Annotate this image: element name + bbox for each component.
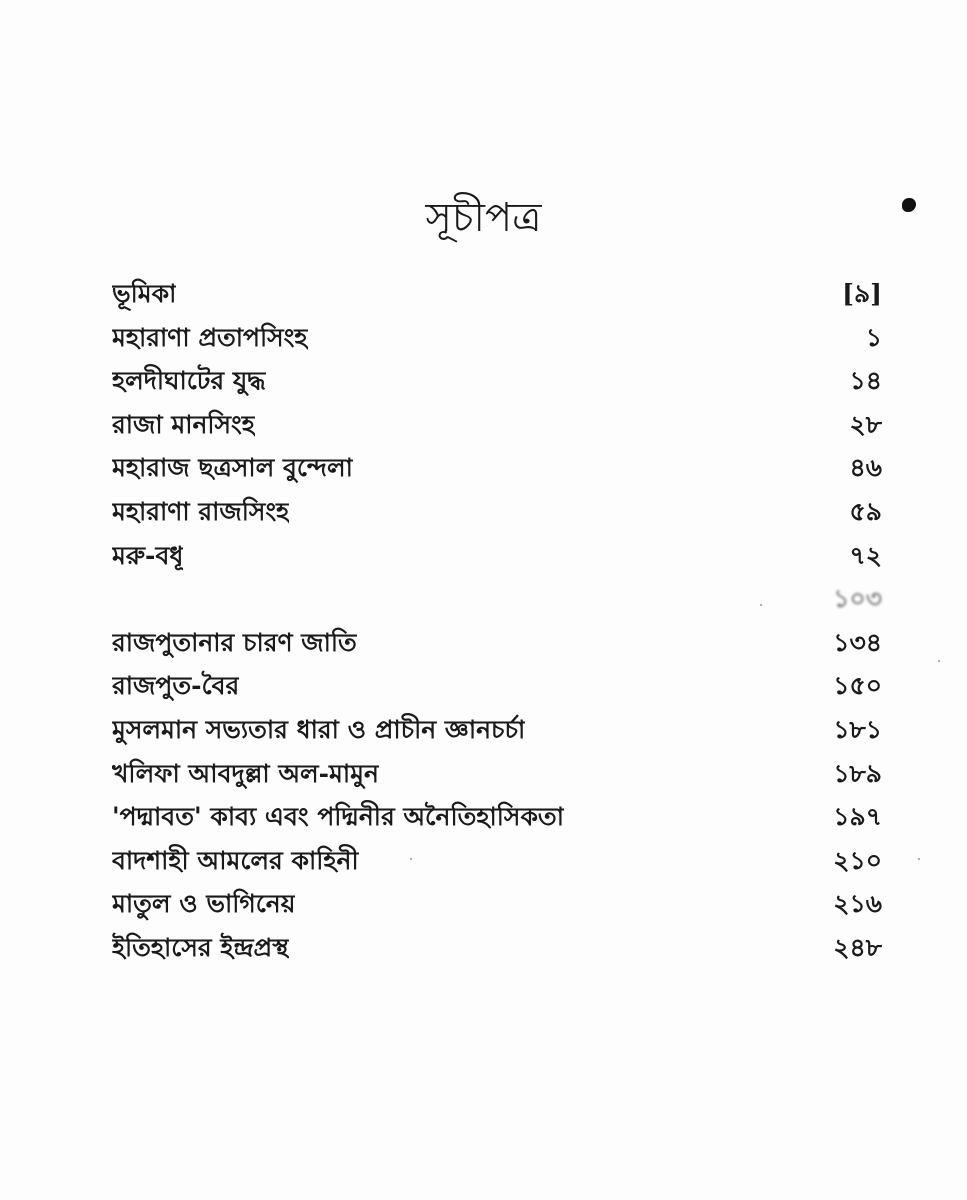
- toc-entry-page: ৭২: [849, 540, 882, 570]
- toc-entry-title: খলিফা আবদুল্লা অল-মামুন: [112, 758, 379, 788]
- toc-entry-page: ১৩৪: [833, 627, 882, 657]
- toc-entry-page: ২৪৮: [833, 932, 882, 962]
- toc-entry-page: ১: [865, 322, 882, 352]
- toc-entry-title: ইতিহাসের ইন্দ্রপ্রস্থ: [112, 932, 289, 962]
- toc-entry: [112, 490, 882, 534]
- paper-speck: [918, 858, 920, 860]
- toc-entry-title: ভূমিকা: [112, 279, 177, 308]
- toc-entry-title: মহারাজ ছত্রসাল বুন্দেলা: [112, 453, 353, 483]
- paper-speck: [938, 660, 940, 662]
- toc-entry-title: রাজা মানসিংহ: [112, 409, 255, 439]
- toc-entry: [112, 882, 882, 926]
- toc-entry-title: মাতুল ও ভাগিনেয়: [112, 889, 296, 919]
- toc-entry-page: ১৯৭: [833, 802, 882, 832]
- toc-entry: [112, 839, 882, 883]
- toc-entry: [112, 446, 882, 490]
- toc-entry: [112, 534, 882, 578]
- toc-entry-page: ২৮: [849, 409, 882, 439]
- toc-entry-page: ২১০: [833, 845, 882, 875]
- toc-entry-page: ৫৯: [849, 496, 882, 526]
- toc-entry-page: ১৪: [849, 366, 882, 396]
- toc-entry-title: রাজপুতানার চারণ জাতি: [112, 627, 357, 657]
- toc-entry-title: রাজপুত-বৈর: [112, 671, 240, 701]
- toc-entry-title: মহারাণা রাজসিংহ: [112, 496, 290, 526]
- toc-entry-page: ১০৩: [833, 584, 882, 614]
- toc-entry: [112, 316, 882, 360]
- toc-entry-page: [৯]: [842, 279, 882, 308]
- toc-entry: [112, 272, 882, 316]
- toc-entry: [112, 795, 882, 839]
- toc-entry-title: 'পদ্মাবত' কাব্য এবং পদ্মিনীর অনৈতিহাসিকতা: [112, 802, 564, 832]
- toc-entry-page: ২১৬: [833, 889, 882, 919]
- toc-entry-page: ১৮১: [833, 714, 882, 744]
- toc-entry: [112, 359, 882, 403]
- toc-entry-title: হলদীঘাটের যুদ্ধ: [112, 366, 266, 396]
- table-of-contents: [112, 272, 882, 970]
- page-title: সূচীপত্র: [425, 195, 542, 241]
- toc-entry-title: বাদশাহী আমলের কাহিনী: [112, 845, 359, 875]
- toc-entry-page: ১৮৯: [833, 758, 882, 788]
- toc-entry-illegible: [112, 577, 882, 621]
- toc-entry: [112, 403, 882, 447]
- toc-entry-page: ৪৬: [849, 453, 882, 483]
- toc-entry: [112, 664, 882, 708]
- toc-entry-title: মহারাণা প্রতাপসিংহ: [112, 322, 308, 352]
- toc-entry: [112, 708, 882, 752]
- toc-entry: [112, 926, 882, 970]
- toc-entry-title: মুসলমান সভ্যতার ধারা ও প্রাচীন জ্ঞানচর্চা: [112, 714, 526, 744]
- toc-entry: [112, 752, 882, 796]
- toc-entry-page: ১৫০: [833, 671, 882, 701]
- toc-entry-title: মরু-বধূ: [112, 540, 184, 570]
- toc-entry: [112, 621, 882, 665]
